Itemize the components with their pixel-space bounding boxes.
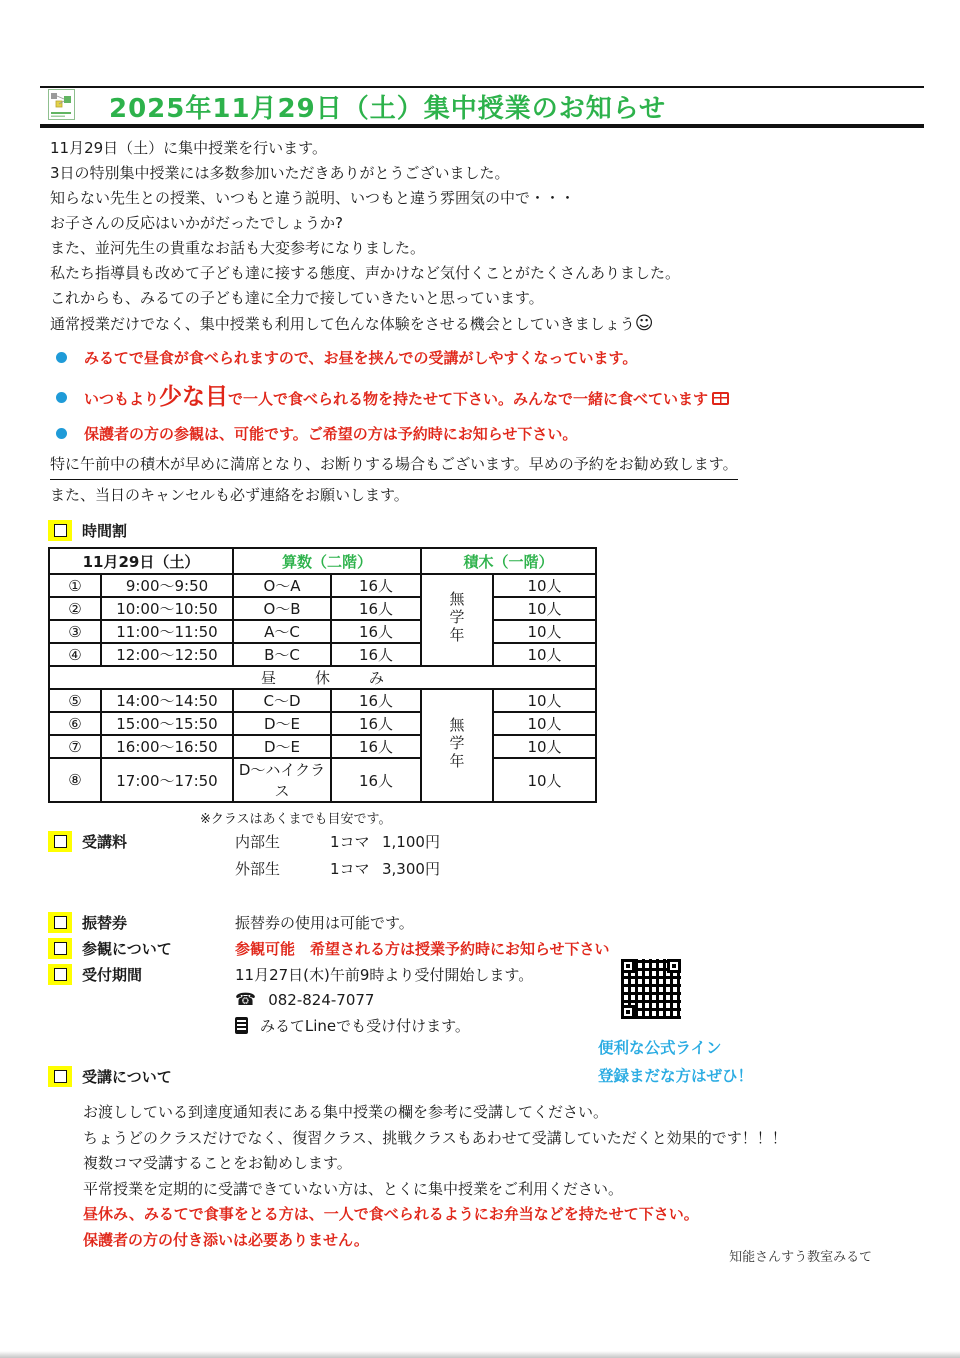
bento-icon [712,392,729,405]
slot-class: D～E [233,735,331,758]
line-text: みるてLineでも受け付けます。 [260,1017,470,1035]
fees-section [48,831,440,879]
reservation-notice [50,451,738,509]
bullet-list [56,344,729,458]
milte-logo-icon [48,89,75,124]
slot-capacity: 16人 [331,735,421,758]
table-row [49,643,596,666]
attendance-line: 保護者の方の付き添いは必要ありません。 [83,1230,369,1249]
slot-capacity: 16人 [331,620,421,643]
tsumiki-capacity: 10人 [493,574,596,597]
intro-line: また、並河先生の貴重なお話も大変参考になりました。 [50,239,426,257]
section-label: 時間割 [82,522,128,540]
slot-capacity: 16人 [331,758,421,802]
tsumiki-capacity: 10人 [493,712,596,735]
smiley-icon: ☺ [634,313,654,334]
checkbox-icon [48,912,72,933]
bullet-dot-icon [56,352,67,363]
bullet-item [56,420,729,446]
fee-price: 1,100円 [382,833,440,851]
slot-number: ② [49,597,101,620]
slot-capacity: 16人 [331,643,421,666]
attendance-line: ちょうどのクラスだけでなく、復習クラス、挑戦クラスもあわせて受講していただくと効果的です！！！ [83,1128,787,1147]
page-title: 2025年11月29日（土）集中授業のお知らせ [109,93,666,124]
table-row [49,689,596,712]
phone-icon: ☎ [235,990,257,1010]
attendance-line: お渡ししている到達度通知表にある集中授業の欄を参考に受講してください。 [83,1103,609,1121]
timetable-note: ※クラスはあくまでも目安です。 [200,812,392,827]
slot-number: ⑧ [49,758,101,802]
table-row [49,712,596,735]
bullet-text: 保護者の方の参観は、可能です。ご希望の方は予約時にお知らせ下さい。 [84,424,578,443]
attendance-line: 昼休み、みるてで食事をとる方は、一人で食べられるようにお弁当などを持たせて下さい。 [83,1205,699,1223]
section-label: 参観について [82,940,172,958]
checkbox-icon [48,938,72,959]
slot-class: O～B [233,597,331,620]
checkbox-icon [48,831,72,852]
table-row [49,597,596,620]
attendance-section [48,1066,787,1253]
slot-class: B～C [233,643,331,666]
page-edge-shadow [0,1351,960,1358]
table-row [49,620,596,643]
checkbox-icon [48,964,72,985]
table-row [49,574,596,597]
slot-time: 14:00～14:50 [101,689,233,712]
bullet-dot-icon [56,392,67,403]
slot-capacity: 16人 [331,712,421,735]
slot-time: 16:00～16:50 [101,735,233,758]
slot-number: ③ [49,620,101,643]
slot-time: 11:00～11:50 [101,620,233,643]
fee-category: 内部生 [235,833,281,851]
attendance-line: 複数コマ受講することをお勧めします。 [83,1154,352,1172]
slot-number: ④ [49,643,101,666]
phone-number: 082-824-7077 [268,991,375,1009]
slot-capacity: 16人 [331,574,421,597]
fee-unit: 1コマ [330,833,370,851]
section-label: 振替券 [82,914,128,932]
section-label: 受講料 [82,833,128,851]
slot-class: A～C [233,620,331,643]
bullet-item [56,344,729,370]
checkbox-icon [48,1066,72,1087]
timetable-header-row [49,548,596,574]
tsumiki-capacity: 10人 [493,689,596,712]
fee-category: 外部生 [235,860,281,878]
slot-time: 9:00～9:50 [101,574,233,597]
date-header: 11月29日（土） [49,548,233,574]
tsumiki-group-cell: 無学年 [421,689,493,802]
intro-line: これからも、みるての子ども達に全力で接していきたいと思っています。 [50,289,544,307]
timetable [48,547,597,803]
attendance-line: 平常授業を定期的に受講できていない方は、とくに集中授業をご利用ください。 [83,1179,624,1198]
tsumiki-capacity: 10人 [493,735,596,758]
slot-number: ⑤ [49,689,101,712]
sansu-header: 算数（二階） [233,548,421,574]
timetable-heading [48,520,597,541]
table-row [49,758,596,802]
fee-unit: 1コマ [330,860,370,878]
info-text: 11月27日(木)午前9時より受付開始します。 [235,966,534,984]
slot-class: O～A [233,574,331,597]
attendance-body [83,1100,787,1253]
emphasized-text: 少な目 [159,384,229,410]
bullet-text: いつもより少な目で一人で食べられる物を持たせて下さい。みんなで一緒に食べています [84,382,729,412]
tsumiki-group-cell: 無学年 [421,574,493,666]
slot-time: 15:00～15:50 [101,712,233,735]
tsumiki-capacity: 10人 [493,643,596,666]
slot-time: 17:00～17:50 [101,758,233,802]
notice-line: また、当日のキャンセルも必ず連絡をお願いします。 [50,486,409,504]
notice-underlined-line: 特に午前中の積木が早めに満席となり、お断りする場合もございます。早めの予約をお勧め致します。 [50,451,738,480]
slot-capacity: 16人 [331,689,421,712]
qr-caption-line: 便利な公式ライン [598,1039,722,1057]
slot-time: 12:00～12:50 [101,643,233,666]
section-label: 受講について [82,1068,172,1086]
tsumiki-capacity: 10人 [493,758,596,802]
fee-price: 3,300円 [382,860,440,878]
tsumiki-capacity: 10人 [493,620,596,643]
slot-class: D～ハイクラス [233,758,331,802]
intro-text [50,136,680,337]
slot-time: 10:00～10:50 [101,597,233,620]
info-text: 振替券の使用は可能です。 [235,914,414,932]
info-section [48,912,610,1036]
lunch-break-row [49,666,596,689]
timetable-section [48,520,597,827]
slot-class: D～E [233,712,331,735]
section-label: 受付期間 [82,966,143,984]
qr-caption-line: 登録まだな方はぜひ！ [598,1067,754,1085]
title-bar [40,86,924,128]
bullet-item [56,382,729,412]
phone-row [235,990,610,1010]
intro-line: 通常授業だけでなく、集中授業も利用して色んな体験をさせる機会としていきましょう☺ [50,313,654,334]
intro-line: 11月29日（土）に集中授業を行います。 [50,139,327,157]
school-name: 知能さんすう教室みるて [729,1250,872,1265]
intro-line: お子さんの反応はいかがだったでしょうか? [50,214,343,232]
slot-number: ⑦ [49,735,101,758]
slot-number: ① [49,574,101,597]
slot-class: C～D [233,689,331,712]
tsumiki-capacity: 10人 [493,597,596,620]
intro-line: 私たち指導員も改めて子ども達に接する態度、声かけなど気付くことがたくさんありました。 [50,264,681,282]
qr-code [620,958,682,1020]
slot-number: ⑥ [49,712,101,735]
bullet-dot-icon [56,428,67,439]
lunch-break-label: 昼 休 み [49,666,596,689]
intro-line: 知らない先生との授業、いつもと違う説明、いつもと違う雰囲気の中で・・・ [50,189,576,207]
table-row [49,735,596,758]
tsumiki-header: 積木（一階） [421,548,596,574]
bullet-text: みるてで昼食が食べられますので、お昼を挟んでの受講がしやすくなっています。 [84,348,638,367]
info-text: 参観可能 希望される方は授業予約時にお知らせ下さい [235,940,610,958]
intro-line: 3日の特別集中授業には多数参加いただきありがとうございました。 [50,164,510,182]
slot-capacity: 16人 [331,597,421,620]
checkbox-icon [48,520,72,541]
mobile-phone-icon [235,1017,248,1034]
line-row [235,1015,610,1036]
attendance-heading [48,1066,787,1087]
